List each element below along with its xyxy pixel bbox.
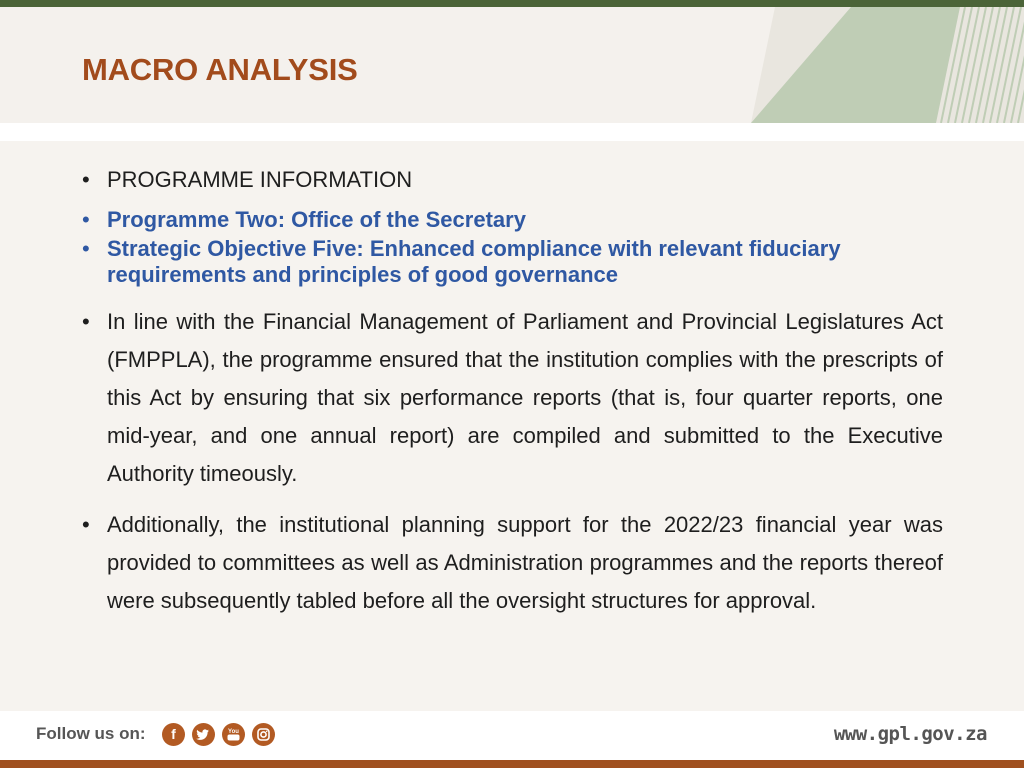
slide-footer xyxy=(0,711,1024,760)
youtube-icon[interactable] xyxy=(222,723,245,746)
twitter-bird-glyph xyxy=(192,723,215,746)
bottom-accent-bar xyxy=(0,760,1024,768)
slide-header xyxy=(0,7,1024,123)
header-divider xyxy=(0,123,1024,141)
bullet-programme-two xyxy=(82,207,943,233)
paragraph-text: In line with the Financial Management of Parliament and Provincial Legislatures Act (FMPPLA), the programme ensured that the institution complies with the prescripts of this Act by ensuring that six performance reports (that is, four quarter reports, one mid-year, and one annual report) are compiled and submitted to the Executive Authority timeously. xyxy=(107,309,943,486)
instagram-icon[interactable] xyxy=(252,723,275,746)
page-title: MACRO ANALYSIS xyxy=(82,52,358,87)
website-url: www.gpl.gov.za xyxy=(833,723,987,745)
youtube-wordmark: You xyxy=(228,729,239,735)
top-accent-bar xyxy=(0,0,1024,7)
slide-body xyxy=(0,141,1024,711)
paragraph-text: Additionally, the institutional planning support for the 2022/23 financial year was provided to committees as well as Administration programmes and the reports thereof were subsequently tabled before all the oversight structures for approval. xyxy=(107,512,943,613)
bullet-text: Programme Two: Office of the Secretary xyxy=(107,207,526,232)
bullet-marker: • xyxy=(82,167,90,192)
follow-us-label: Follow us on: xyxy=(36,724,146,743)
twitter-icon[interactable] xyxy=(192,723,215,746)
bullet-marker: • xyxy=(82,512,90,537)
bullet-marker: • xyxy=(82,309,90,334)
bullet-text: PROGRAMME INFORMATION xyxy=(107,167,413,192)
bullet-programme-information xyxy=(82,167,943,193)
facebook-icon[interactable]: f xyxy=(162,723,185,746)
bullet-marker: • xyxy=(82,207,90,232)
instagram-glyph xyxy=(252,723,275,746)
youtube-glyph xyxy=(222,723,245,746)
bullet-planning-support-paragraph xyxy=(82,506,943,620)
bullet-text: Strategic Objective Five: Enhanced compliance with relevant fiduciary requirements and principles of good governance xyxy=(107,236,841,287)
bullet-marker: • xyxy=(82,236,90,261)
bullet-strategic-objective xyxy=(82,236,943,288)
bullet-fmppla-paragraph xyxy=(82,303,943,493)
